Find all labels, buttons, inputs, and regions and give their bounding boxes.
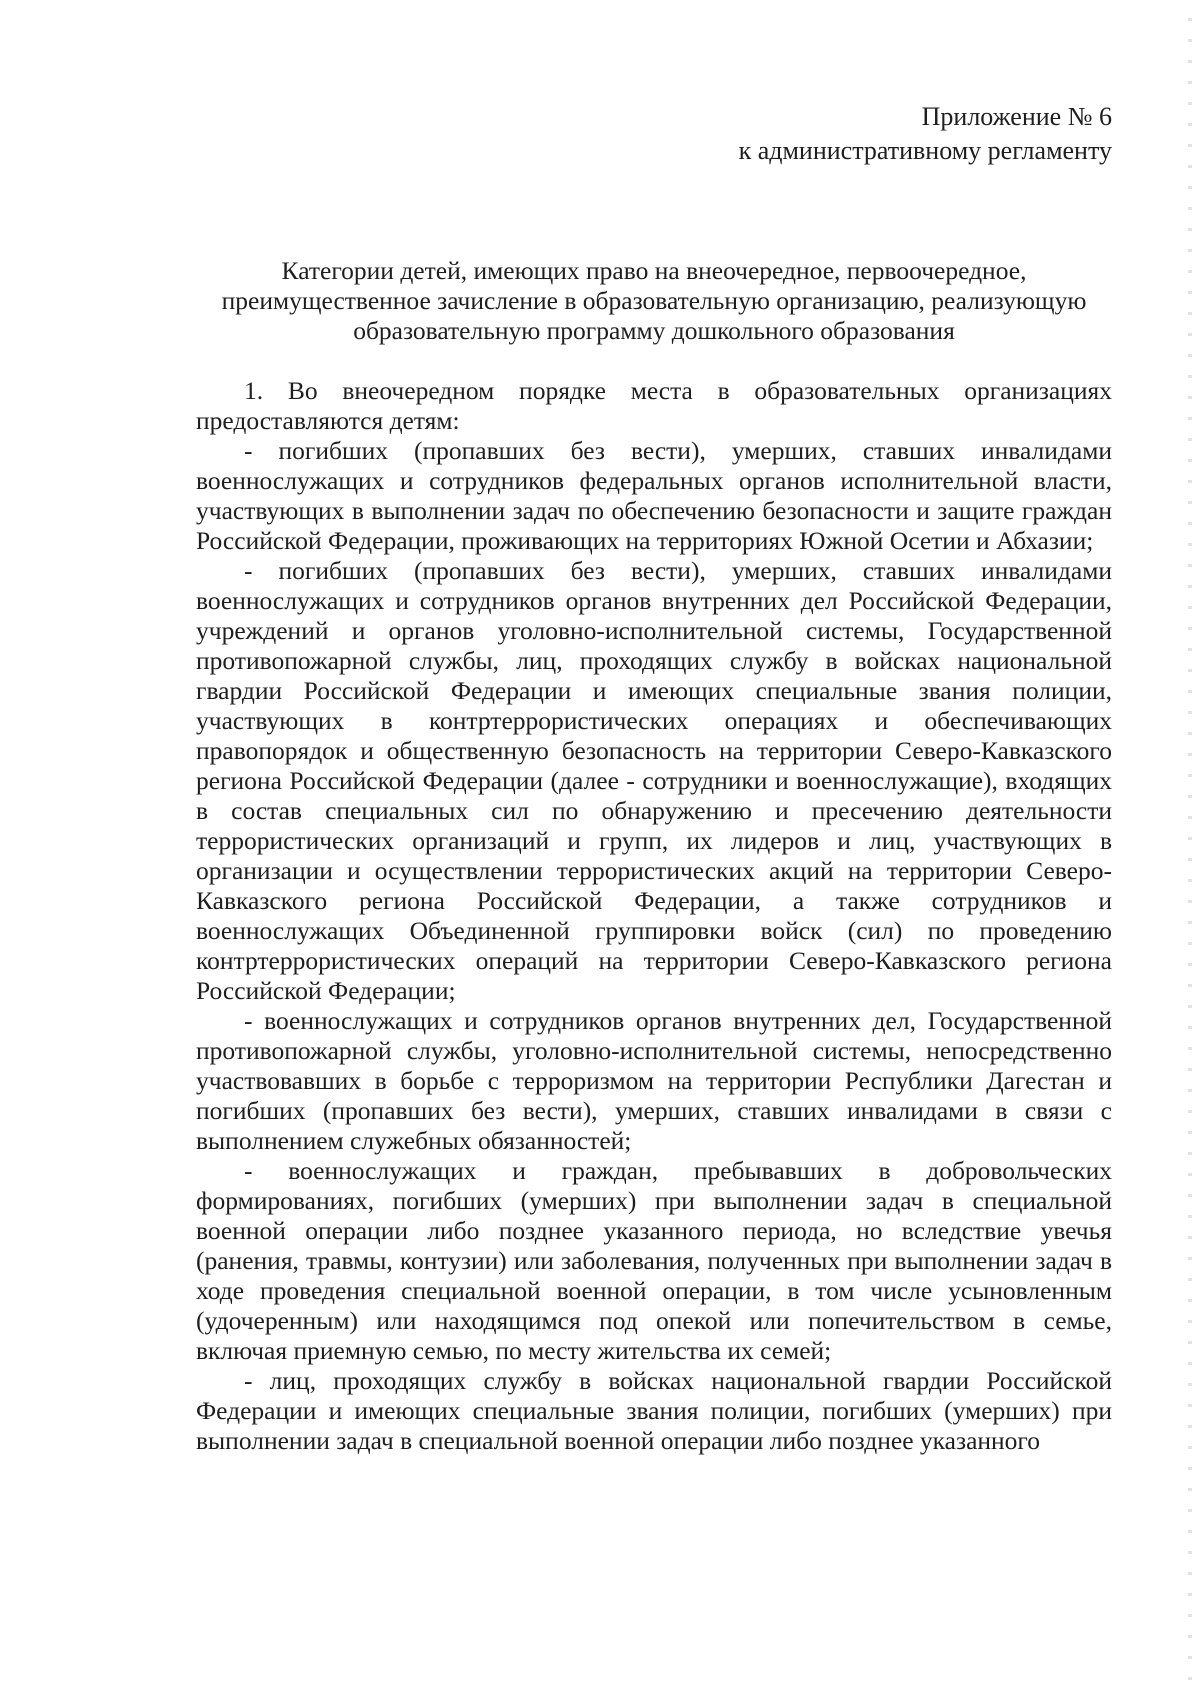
scan-edge-artifact [1188, 0, 1192, 1696]
paragraph-item: - погибших (пропавших без вести), умерших, ставших инвалидами военнослужащих и сотрудников федеральных органов исполнительной власти, участвующих в выполнении задач по обеспечению безопасности и защите граждан Российской Федерации, проживающих на территориях Южной Осетии и Абхазии; [196, 436, 1112, 555]
document-body [196, 376, 1112, 1456]
appendix-reference: к административному регламенту [738, 136, 1112, 165]
paragraph-item: - погибших (пропавших без вести), умерших, ставших инвалидами военнослужащих и сотрудников органов внутренних дел Российской Федерации, учреждений и органов уголовно-исполнительной системы, Государственной противопожарной службы, лиц, проходящих службу в войсках национальной гвардии Российской Федерации и имеющих специальные звания полиции, участвующих в контртеррористических операциях и обеспечивающих правопорядок и общественную безопасность на территории Северо-Кавказского региона Российской Федерации (далее - сотрудники и военнослужащие), входящих в состав специальных сил по обнаружению и пресечению деятельности террористических организаций и групп, их лидеров и лиц, участвующих в организации и осуществлении террористических акций на территории Северо-Кавказского региона Российской Федерации, а также сотрудников и военнослужащих Объединенной группировки войск (сил) по проведению контртеррористических операций на территории Северо-Кавказского региона Российской Федерации; [196, 556, 1112, 1005]
document-title: Категории детей, имеющих право на внеочередное, первоочередное, преимущественное зачисление в образовательную организацию, реализующую образовательную программу дошкольного образования [221, 256, 1087, 345]
paragraph-item: - военнослужащих и сотрудников органов внутренних дел, Государственной противопожарной службы, уголовно-исполнительной системы, непосредственно участвовавших в борьбе с терроризмом на территории Республики Дагестан и погибших (пропавших без вести), умерших, ставших инвалидами в связи с выполнением служебных обязанностей; [196, 1006, 1112, 1155]
paragraph-item: - лиц, проходящих службу в войсках национальной гвардии Российской Федерации и имеющих специальные звания полиции, погибших (умерших) при выполнении задач в специальной военной операции либо позднее указанного [196, 1366, 1112, 1455]
appendix-number: Приложение № 6 [921, 102, 1112, 131]
appendix-header [739, 100, 1112, 168]
paragraph-item: - военнослужащих и граждан, пребывавших в добровольческих формированиях, погибших (умерших) при выполнении задач в специальной военной операции либо позднее указанного периода, но вследствие увечья (ранения, травмы, контузии) или заболевания, полученных при выполнении задач в ходе проведения специальной военной операции, в том числе усыновленным (удочеренным) или находящимся под опекой или попечительством в семье, включая приемную семью, по месту жительства их семей; [196, 1156, 1112, 1365]
paragraph-intro: 1. Во внеочередном порядке места в образовательных организациях предоставляются детям: [196, 376, 1112, 435]
